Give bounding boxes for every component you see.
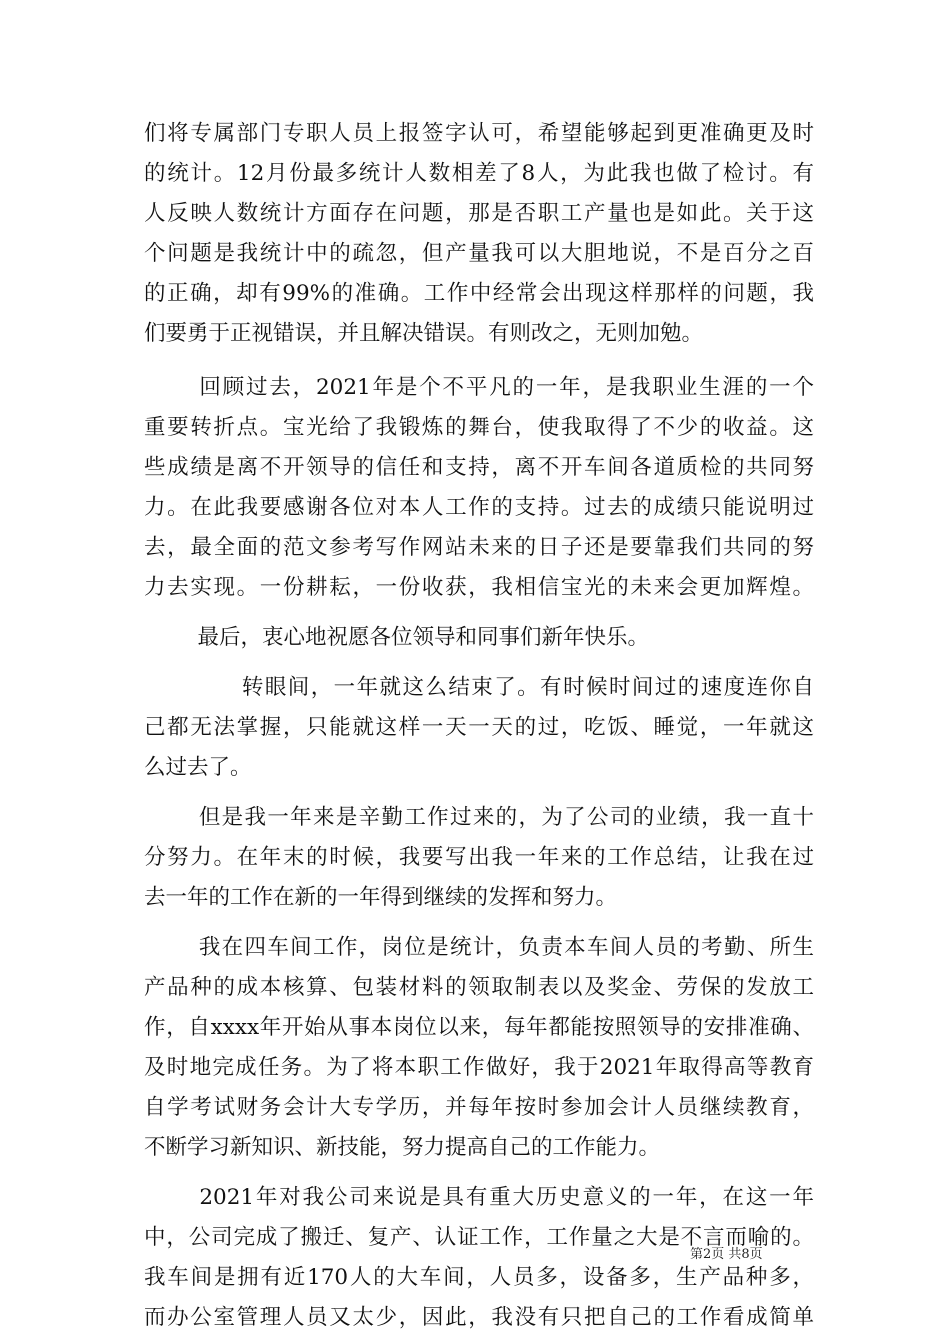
body-line: 么过去了。 <box>144 755 252 780</box>
body-line: 些成绩是离不开领导的信任和支持，离不开车间各道质检的共同努 <box>144 455 814 480</box>
page-footer: 第2页 共8页 <box>690 1247 763 1262</box>
body-line: 作，自xxxx年开始从事本岗位以来，每年都能按照领导的安排准确、 <box>144 1015 814 1040</box>
body-line: 我车间是拥有近170人的大车间，人员多，设备多，生产品种多， <box>144 1265 814 1290</box>
body-line: 去一年的工作在新的一年得到继续的发挥和努力。 <box>144 885 618 910</box>
body-line: 力去实现。一份耕耘，一份收获，我相信宝光的未来会更加辉煌。 <box>144 575 814 600</box>
paragraph-first-line: 最后，衷心地祝愿各位领导和同事们新年快乐。 <box>176 625 650 650</box>
body-line: 而办公室管理人员又太少，因此，我没有只把自己的工作看成简单 <box>144 1305 814 1330</box>
body-line: 的统计。12月份最多统计人数相差了8人，为此我也做了检讨。有 <box>144 161 814 186</box>
paragraph-first-line: 但是我一年来是辛勤工作过来的，为了公司的业绩，我一直十 <box>176 805 814 830</box>
body-line: 力。在此我要感谢各位对本人工作的支持。过去的成绩只能说明过 <box>144 495 814 520</box>
body-line: 及时地完成任务。为了将本职工作做好，我于2021年取得高等教育 <box>144 1055 814 1080</box>
paragraph-first-line: 回顾过去，2021年是个不平凡的一年，是我职业生涯的一个 <box>176 375 814 400</box>
body-line: 自学考试财务会计大专学历，并每年按时参加会计人员继续教育， <box>144 1095 814 1120</box>
body-line: 个问题是我统计中的疏忽，但产量我可以大胆地说，不是百分之百 <box>144 241 814 266</box>
body-line: 不断学习新知识、新技能，努力提高自己的工作能力。 <box>144 1135 661 1160</box>
body-line: 去，最全面的范文参考写作网站未来的日子还是要靠我们共同的努 <box>144 535 814 560</box>
body-line: 重要转折点。宝光给了我锻炼的舞台，使我取得了不少的收益。这 <box>144 415 814 440</box>
body-line: 们要勇于正视错误，并且解决错误。有则改之，无则加勉。 <box>144 321 704 346</box>
paragraph-first-line: 转眼间，一年就这么结束了。有时候时间过的速度连你自 <box>196 675 814 700</box>
body-line: 己都无法掌握，只能就这样一天一天的过，吃饭、睡觉，一年就这 <box>144 715 814 740</box>
body-line: 们将专属部门专职人员上报签字认可，希望能够起到更准确更及时 <box>144 121 814 146</box>
paragraph-first-line: 我在四车间工作，岗位是统计，负责本车间人员的考勤、所生 <box>176 935 814 960</box>
body-line: 的正确，却有99%的准确。工作中经常会出现这样那样的问题，我 <box>144 281 814 306</box>
paragraph-first-line: 2021年对我公司来说是具有重大历史意义的一年，在这一年 <box>176 1185 814 1210</box>
body-line: 产品种的成本核算、包装材料的领取制表以及奖金、劳保的发放工 <box>144 975 814 1000</box>
body-line: 分努力。在年末的时候，我要写出我一年来的工作总结，让我在过 <box>144 845 814 870</box>
body-line: 人反映人数统计方面存在问题，那是否职工产量也是如此。关于这 <box>144 201 814 226</box>
body-line: 中，公司完成了搬迁、复产、认证工作，工作量之大是不言而喻的。 <box>144 1225 814 1250</box>
